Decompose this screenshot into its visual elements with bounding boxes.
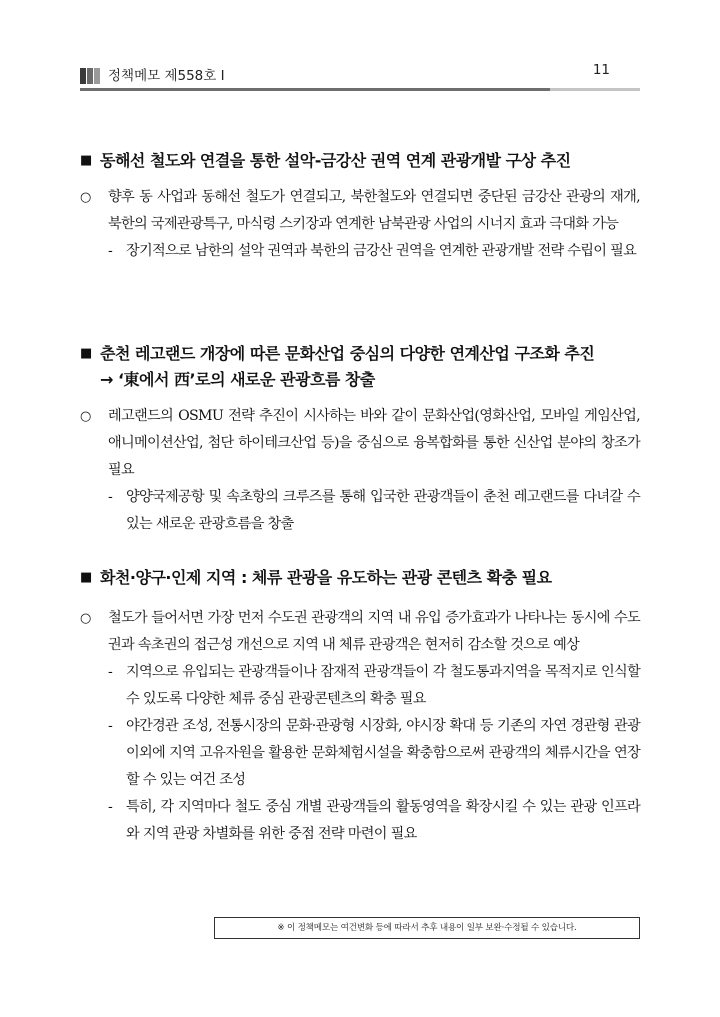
circle-bullet: ○ <box>80 611 91 626</box>
section-heading <box>80 148 640 174</box>
section-title: 춘천 레고랜드 개장에 따른 문화산업 중심의 다양한 연계산업 구조화 추진 <box>100 344 595 363</box>
circle-bullet: ○ <box>80 190 91 205</box>
list-item <box>80 605 640 659</box>
sub-item-text: 지역으로 유입되는 관광객들이나 잠재적 관광객들이 각 철도통과지역을 목적지로 인식할 수 있도록 다양한 체류 중심 관광콘텐츠의 확충 필요 <box>126 664 640 707</box>
section-1 <box>80 148 640 265</box>
sub-item-text: 특히, 각 지역마다 철도 중심 개별 관광객들의 활동영역을 확장시킬 수 있는 관광 인프라와 지역 관광 차별화를 위한 중점 전략 마련이 필요 <box>126 799 640 842</box>
dash-bullet: - <box>108 243 113 259</box>
section-subtitle: → ‘東에서 西’로의 새로운 관광흐름 창출 <box>100 370 375 389</box>
square-bullet: ■ <box>80 346 92 361</box>
square-bullet: ■ <box>80 570 92 585</box>
header-decor-blocks <box>80 68 101 84</box>
sub-item <box>80 659 640 713</box>
section-heading <box>80 565 640 591</box>
section-title: 동해선 철도와 연결을 통한 설악-금강산 권역 연계 관광개발 구상 추진 <box>100 151 571 170</box>
page-number: 11 <box>592 62 610 78</box>
square-bullet: ■ <box>80 153 92 168</box>
publication-title: 정책메모 제558호 I <box>108 68 225 84</box>
list-item <box>80 403 640 484</box>
section-2 <box>80 341 640 538</box>
dash-bullet: - <box>108 664 113 680</box>
section-3 <box>80 565 640 848</box>
section-heading <box>80 341 640 367</box>
header-block-light <box>94 68 100 84</box>
item-text: 철도가 들어서면 가장 먼저 수도권 관광객의 지역 내 유입 증가효과가 나타나는 동시에 수도권과 속초권의 접근성 개선으로 지역 내 체류 관광객은 현저히 감소할 것으로 예상 <box>108 610 640 653</box>
page-header <box>80 60 640 94</box>
dash-bullet: - <box>108 799 113 815</box>
disclaimer-footnote: ※ 이 정책메모는 여건변화 등에 따라서 추후 내용이 일부 보완·수정될 수 있습니다. <box>214 917 640 939</box>
list-item <box>80 184 640 238</box>
header-block-mid <box>87 68 93 84</box>
dash-bullet: - <box>108 489 113 505</box>
header-block-dark <box>80 68 86 84</box>
item-text: 레고랜드의 OSMU 전략 추진이 시사하는 바와 같이 문화산업(영화산업, 모바일 게임산업, 애니메이션산업, 첨단 하이테크산업 등)을 중심으로 융복합화를 통한 신산업 분야의 창조가 필요 <box>108 408 640 478</box>
sub-item-text: 장기적으로 남한의 설악 권역과 북한의 금강산 권역을 연계한 관광개발 전략 수립이 필요 <box>126 243 637 259</box>
header-rule-dark <box>80 88 550 91</box>
sub-item-text: 야간경관 조성, 전통시장의 문화·관광형 시장화, 야시장 확대 등 기존의 자연 경관형 관광 이외에 지역 고유자원을 활용한 문화체험시설을 확충함으로써 관광객의 체류시간을 연장할 수 있는 여건 조성 <box>126 718 640 788</box>
sub-item <box>80 238 640 265</box>
sub-item <box>80 794 640 848</box>
header-rule-light <box>550 88 640 91</box>
sub-item <box>80 484 640 538</box>
section-title: 화천·양구·인제 지역 : 체류 관광을 유도하는 관광 콘텐츠 확충 필요 <box>100 568 552 587</box>
dash-bullet: - <box>108 718 113 734</box>
item-text: 향후 동 사업과 동해선 철도가 연결되고, 북한철도와 연결되면 중단된 금강산 관광의 재개, 북한의 국제관광특구, 마식령 스키장과 연계한 남북관광 사업의 시너지 효과 극대화 가능 <box>108 189 640 232</box>
sub-item <box>80 713 640 794</box>
sub-item-text: 양양국제공항 및 속초항의 크루즈를 통해 입국한 관광객들이 춘천 레고랜드를 다녀갈 수 있는 새로운 관광흐름을 창출 <box>126 489 640 532</box>
circle-bullet: ○ <box>80 409 91 424</box>
